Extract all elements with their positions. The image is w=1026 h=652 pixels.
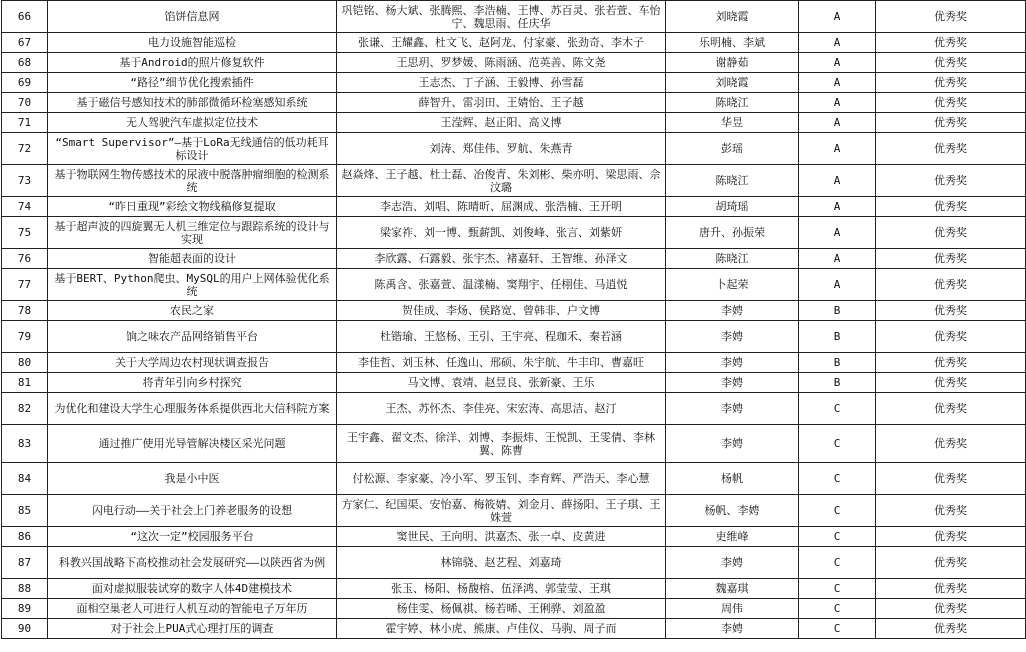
awards-table bbox=[1, 0, 1026, 639]
award: 优秀奖 bbox=[876, 269, 1026, 301]
advisor: 吏维峰 bbox=[666, 527, 799, 547]
project-title: 农民之家 bbox=[48, 301, 337, 321]
award: 优秀奖 bbox=[876, 599, 1026, 619]
row-number: 84 bbox=[2, 463, 48, 495]
project-title: 对于社会上PUA式心理打压的调查 bbox=[48, 619, 337, 639]
grade: C bbox=[799, 579, 876, 599]
award: 优秀奖 bbox=[876, 217, 1026, 249]
project-title: 饷之味农产品网络销售平台 bbox=[48, 321, 337, 353]
table-row bbox=[2, 527, 1026, 547]
advisor: 卜起荣 bbox=[666, 269, 799, 301]
award: 优秀奖 bbox=[876, 547, 1026, 579]
team-members: 刘涛、郑佳伟、罗航、朱燕青 bbox=[337, 133, 666, 165]
award: 优秀奖 bbox=[876, 321, 1026, 353]
award: 优秀奖 bbox=[876, 249, 1026, 269]
awards-table-body bbox=[2, 1, 1026, 639]
advisor: 华昱 bbox=[666, 113, 799, 133]
project-title: 我是小中医 bbox=[48, 463, 337, 495]
award: 优秀奖 bbox=[876, 373, 1026, 393]
row-number: 76 bbox=[2, 249, 48, 269]
row-number: 85 bbox=[2, 495, 48, 527]
table-row bbox=[2, 217, 1026, 249]
row-number: 72 bbox=[2, 133, 48, 165]
grade: A bbox=[799, 53, 876, 73]
project-title: 为优化和建设大学生心理服务体系提供西北大信科院方案 bbox=[48, 393, 337, 425]
advisor: 魏嘉琪 bbox=[666, 579, 799, 599]
advisor: 李娉 bbox=[666, 619, 799, 639]
row-number: 79 bbox=[2, 321, 48, 353]
row-number: 73 bbox=[2, 165, 48, 197]
table-row bbox=[2, 321, 1026, 353]
award: 优秀奖 bbox=[876, 53, 1026, 73]
grade: A bbox=[799, 113, 876, 133]
team-members: 霍宇婷、林小虎、熊康、卢佳仪、马驹、周子而 bbox=[337, 619, 666, 639]
table-row bbox=[2, 33, 1026, 53]
grade: A bbox=[799, 93, 876, 113]
advisor: 乐明楠、李斌 bbox=[666, 33, 799, 53]
team-members: 王宇鑫、翟文杰、徐洋、刘博、李振炜、王悦凯、王雯倩、李林翼、陈曹 bbox=[337, 425, 666, 463]
award: 优秀奖 bbox=[876, 393, 1026, 425]
award: 优秀奖 bbox=[876, 527, 1026, 547]
project-title: 基于磁信号感知技术的肺部微循环检塞感知系统 bbox=[48, 93, 337, 113]
award: 优秀奖 bbox=[876, 93, 1026, 113]
grade: A bbox=[799, 269, 876, 301]
row-number: 74 bbox=[2, 197, 48, 217]
advisor: 彭瑶 bbox=[666, 133, 799, 165]
grade: A bbox=[799, 249, 876, 269]
award: 优秀奖 bbox=[876, 353, 1026, 373]
row-number: 68 bbox=[2, 53, 48, 73]
advisor: 李娉 bbox=[666, 301, 799, 321]
table-row bbox=[2, 269, 1026, 301]
grade: C bbox=[799, 495, 876, 527]
award: 优秀奖 bbox=[876, 165, 1026, 197]
advisor: 李娉 bbox=[666, 321, 799, 353]
row-number: 82 bbox=[2, 393, 48, 425]
award: 优秀奖 bbox=[876, 1, 1026, 33]
award: 优秀奖 bbox=[876, 619, 1026, 639]
row-number: 67 bbox=[2, 33, 48, 53]
award: 优秀奖 bbox=[876, 463, 1026, 495]
team-members: 方家仁、纪国渠、安怡嘉、梅筱婧、刘金月、薛扬阳、王子琪、王姝萱 bbox=[337, 495, 666, 527]
award: 优秀奖 bbox=[876, 301, 1026, 321]
advisor: 唐升、孙振荣 bbox=[666, 217, 799, 249]
team-members: 李志浩、刘唱、陈晴昕、屈渊成、张浩楠、王开明 bbox=[337, 197, 666, 217]
project-title: 电力设施智能巡检 bbox=[48, 33, 337, 53]
project-title: “昨日重现”彩绘文物线稿修复提取 bbox=[48, 197, 337, 217]
team-members: 张谦、王耀鑫、杜文飞、赵阿龙、付家豪、张劲奇、李木子 bbox=[337, 33, 666, 53]
table-row bbox=[2, 113, 1026, 133]
advisor: 李娉 bbox=[666, 547, 799, 579]
table-row bbox=[2, 1, 1026, 33]
grade: B bbox=[799, 353, 876, 373]
advisor: 周伟 bbox=[666, 599, 799, 619]
table-row bbox=[2, 599, 1026, 619]
table-row bbox=[2, 619, 1026, 639]
project-title: 闪电行动——关于社会上门养老服务的设想 bbox=[48, 495, 337, 527]
team-members: 窦世民、王向明、洪嘉杰、张一卓、皮黄进 bbox=[337, 527, 666, 547]
table-row bbox=[2, 353, 1026, 373]
grade: C bbox=[799, 425, 876, 463]
grade: A bbox=[799, 197, 876, 217]
project-title: 面对虚拟服装试穿的数字人体4D建模技术 bbox=[48, 579, 337, 599]
advisor: 李娉 bbox=[666, 393, 799, 425]
grade: A bbox=[799, 33, 876, 53]
advisor: 李娉 bbox=[666, 373, 799, 393]
team-members: 梁家祚、刘一博、甄薪凯、刘俊峰、张言、刘紫妍 bbox=[337, 217, 666, 249]
row-number: 71 bbox=[2, 113, 48, 133]
grade: A bbox=[799, 217, 876, 249]
advisor: 谢静茹 bbox=[666, 53, 799, 73]
row-number: 77 bbox=[2, 269, 48, 301]
grade: C bbox=[799, 599, 876, 619]
team-members: 王滢辉、赵正阳、高义博 bbox=[337, 113, 666, 133]
project-title: 无人驾驶汽车虚拟定位技术 bbox=[48, 113, 337, 133]
row-number: 83 bbox=[2, 425, 48, 463]
table-row bbox=[2, 579, 1026, 599]
row-number: 88 bbox=[2, 579, 48, 599]
project-title: “Smart Supervisor”—基于LoRa无线通信的低功耗耳标设计 bbox=[48, 133, 337, 165]
award: 优秀奖 bbox=[876, 579, 1026, 599]
row-number: 90 bbox=[2, 619, 48, 639]
team-members: 付松源、李家豪、冷小军、罗玉钊、李育辉、严浩天、李心慧 bbox=[337, 463, 666, 495]
team-members: 王思玥、罗梦媛、陈雨涵、范英善、陈文尧 bbox=[337, 53, 666, 73]
row-number: 70 bbox=[2, 93, 48, 113]
grade: B bbox=[799, 373, 876, 393]
award: 优秀奖 bbox=[876, 197, 1026, 217]
grade: C bbox=[799, 619, 876, 639]
team-members: 马文博、袁靖、赵昱良、张新豪、王乐 bbox=[337, 373, 666, 393]
table-row bbox=[2, 495, 1026, 527]
project-title: 馅饼信息网 bbox=[48, 1, 337, 33]
grade: C bbox=[799, 547, 876, 579]
project-title: 将青年引向乡村探究 bbox=[48, 373, 337, 393]
row-number: 66 bbox=[2, 1, 48, 33]
table-row bbox=[2, 547, 1026, 579]
row-number: 75 bbox=[2, 217, 48, 249]
team-members: 薛智升、雷羽田、王婧怡、王子越 bbox=[337, 93, 666, 113]
advisor: 刘晓霞 bbox=[666, 1, 799, 33]
team-members: 林锦骁、赵艺程、刘嘉琦 bbox=[337, 547, 666, 579]
team-members: 贺佳成、李炀、侯路宽、曾韩非、户文博 bbox=[337, 301, 666, 321]
grade: C bbox=[799, 527, 876, 547]
team-members: 陈禹含、张嘉萱、温漾楠、窦翔宇、任栩佳、马逍悦 bbox=[337, 269, 666, 301]
advisor: 胡琦瑶 bbox=[666, 197, 799, 217]
advisor: 李娉 bbox=[666, 353, 799, 373]
row-number: 69 bbox=[2, 73, 48, 93]
advisor: 刘晓霞 bbox=[666, 73, 799, 93]
grade: B bbox=[799, 301, 876, 321]
award: 优秀奖 bbox=[876, 425, 1026, 463]
team-members: 王志杰、丁子涵、王毅博、孙雪磊 bbox=[337, 73, 666, 93]
grade: C bbox=[799, 393, 876, 425]
table-row bbox=[2, 393, 1026, 425]
table-row bbox=[2, 53, 1026, 73]
award: 优秀奖 bbox=[876, 113, 1026, 133]
table-row bbox=[2, 165, 1026, 197]
table-row bbox=[2, 249, 1026, 269]
team-members: 赵焱烽、王子越、杜士磊、冶俊青、朱刘彬、柴亦明、梁思雨、佘汶璐 bbox=[337, 165, 666, 197]
project-title: 基于物联网生物传感技术的尿液中脱落肿瘤细胞的检测系统 bbox=[48, 165, 337, 197]
row-number: 80 bbox=[2, 353, 48, 373]
grade: A bbox=[799, 73, 876, 93]
award: 优秀奖 bbox=[876, 133, 1026, 165]
advisor: 杨帆 bbox=[666, 463, 799, 495]
project-title: 基于Android的照片修复软件 bbox=[48, 53, 337, 73]
table-row bbox=[2, 197, 1026, 217]
team-members: 杨佳雯、杨佩祺、杨若晞、王俐骅、刘盈盈 bbox=[337, 599, 666, 619]
table-row bbox=[2, 463, 1026, 495]
team-members: 张玉、杨阳、杨馥榕、伍泽鸿、郭莹莹、王琪 bbox=[337, 579, 666, 599]
project-title: 通过推广使用光导管解决楼区采光问题 bbox=[48, 425, 337, 463]
project-title: 面相空巢老人可进行人机互动的智能电子万年历 bbox=[48, 599, 337, 619]
team-members: 王杰、苏怀杰、李佳亮、宋宏涛、高思洁、赵汀 bbox=[337, 393, 666, 425]
advisor: 陈晓江 bbox=[666, 165, 799, 197]
row-number: 81 bbox=[2, 373, 48, 393]
table-row bbox=[2, 133, 1026, 165]
award: 优秀奖 bbox=[876, 73, 1026, 93]
table-row bbox=[2, 93, 1026, 113]
project-title: 智能超表面的设计 bbox=[48, 249, 337, 269]
team-members: 李欣露、石露毅、张宇杰、褚嘉轩、王智维、孙泽文 bbox=[337, 249, 666, 269]
advisor: 陈晓江 bbox=[666, 249, 799, 269]
grade: B bbox=[799, 321, 876, 353]
project-title: “这次一定”校园服务平台 bbox=[48, 527, 337, 547]
row-number: 87 bbox=[2, 547, 48, 579]
project-title: 基于超声波的四旋翼无人机三维定位与跟踪系统的设计与实现 bbox=[48, 217, 337, 249]
table-row bbox=[2, 73, 1026, 93]
table-row bbox=[2, 301, 1026, 321]
advisor: 陈晓江 bbox=[666, 93, 799, 113]
project-title: 基于BERT、Python爬虫、MySQL的用户上网体验优化系统 bbox=[48, 269, 337, 301]
advisor: 李娉 bbox=[666, 425, 799, 463]
advisor: 杨帆、李娉 bbox=[666, 495, 799, 527]
team-members: 李佳哲、刘玉林、任逸山、邢硕、朱宇航、牛丰印、曹嘉旺 bbox=[337, 353, 666, 373]
grade: A bbox=[799, 165, 876, 197]
row-number: 86 bbox=[2, 527, 48, 547]
table-row bbox=[2, 373, 1026, 393]
row-number: 89 bbox=[2, 599, 48, 619]
grade: A bbox=[799, 133, 876, 165]
project-title: 科教兴国战略下高校推动社会发展研究——以陕西省为例 bbox=[48, 547, 337, 579]
grade: A bbox=[799, 1, 876, 33]
table-row bbox=[2, 425, 1026, 463]
award: 优秀奖 bbox=[876, 33, 1026, 53]
project-title: 关于大学周边农村现状调查报告 bbox=[48, 353, 337, 373]
team-members: 杜锴瑜、王悠杨、王引、王宇亮、程珈禾、秦若涵 bbox=[337, 321, 666, 353]
award: 优秀奖 bbox=[876, 495, 1026, 527]
row-number: 78 bbox=[2, 301, 48, 321]
grade: C bbox=[799, 463, 876, 495]
project-title: “路径”细节优化搜索插件 bbox=[48, 73, 337, 93]
team-members: 巩铠铭、杨大斌、张腾熙、李浩楠、王博、苏百灵、张若萱、车怡宁、魏思雨、任庆华 bbox=[337, 1, 666, 33]
